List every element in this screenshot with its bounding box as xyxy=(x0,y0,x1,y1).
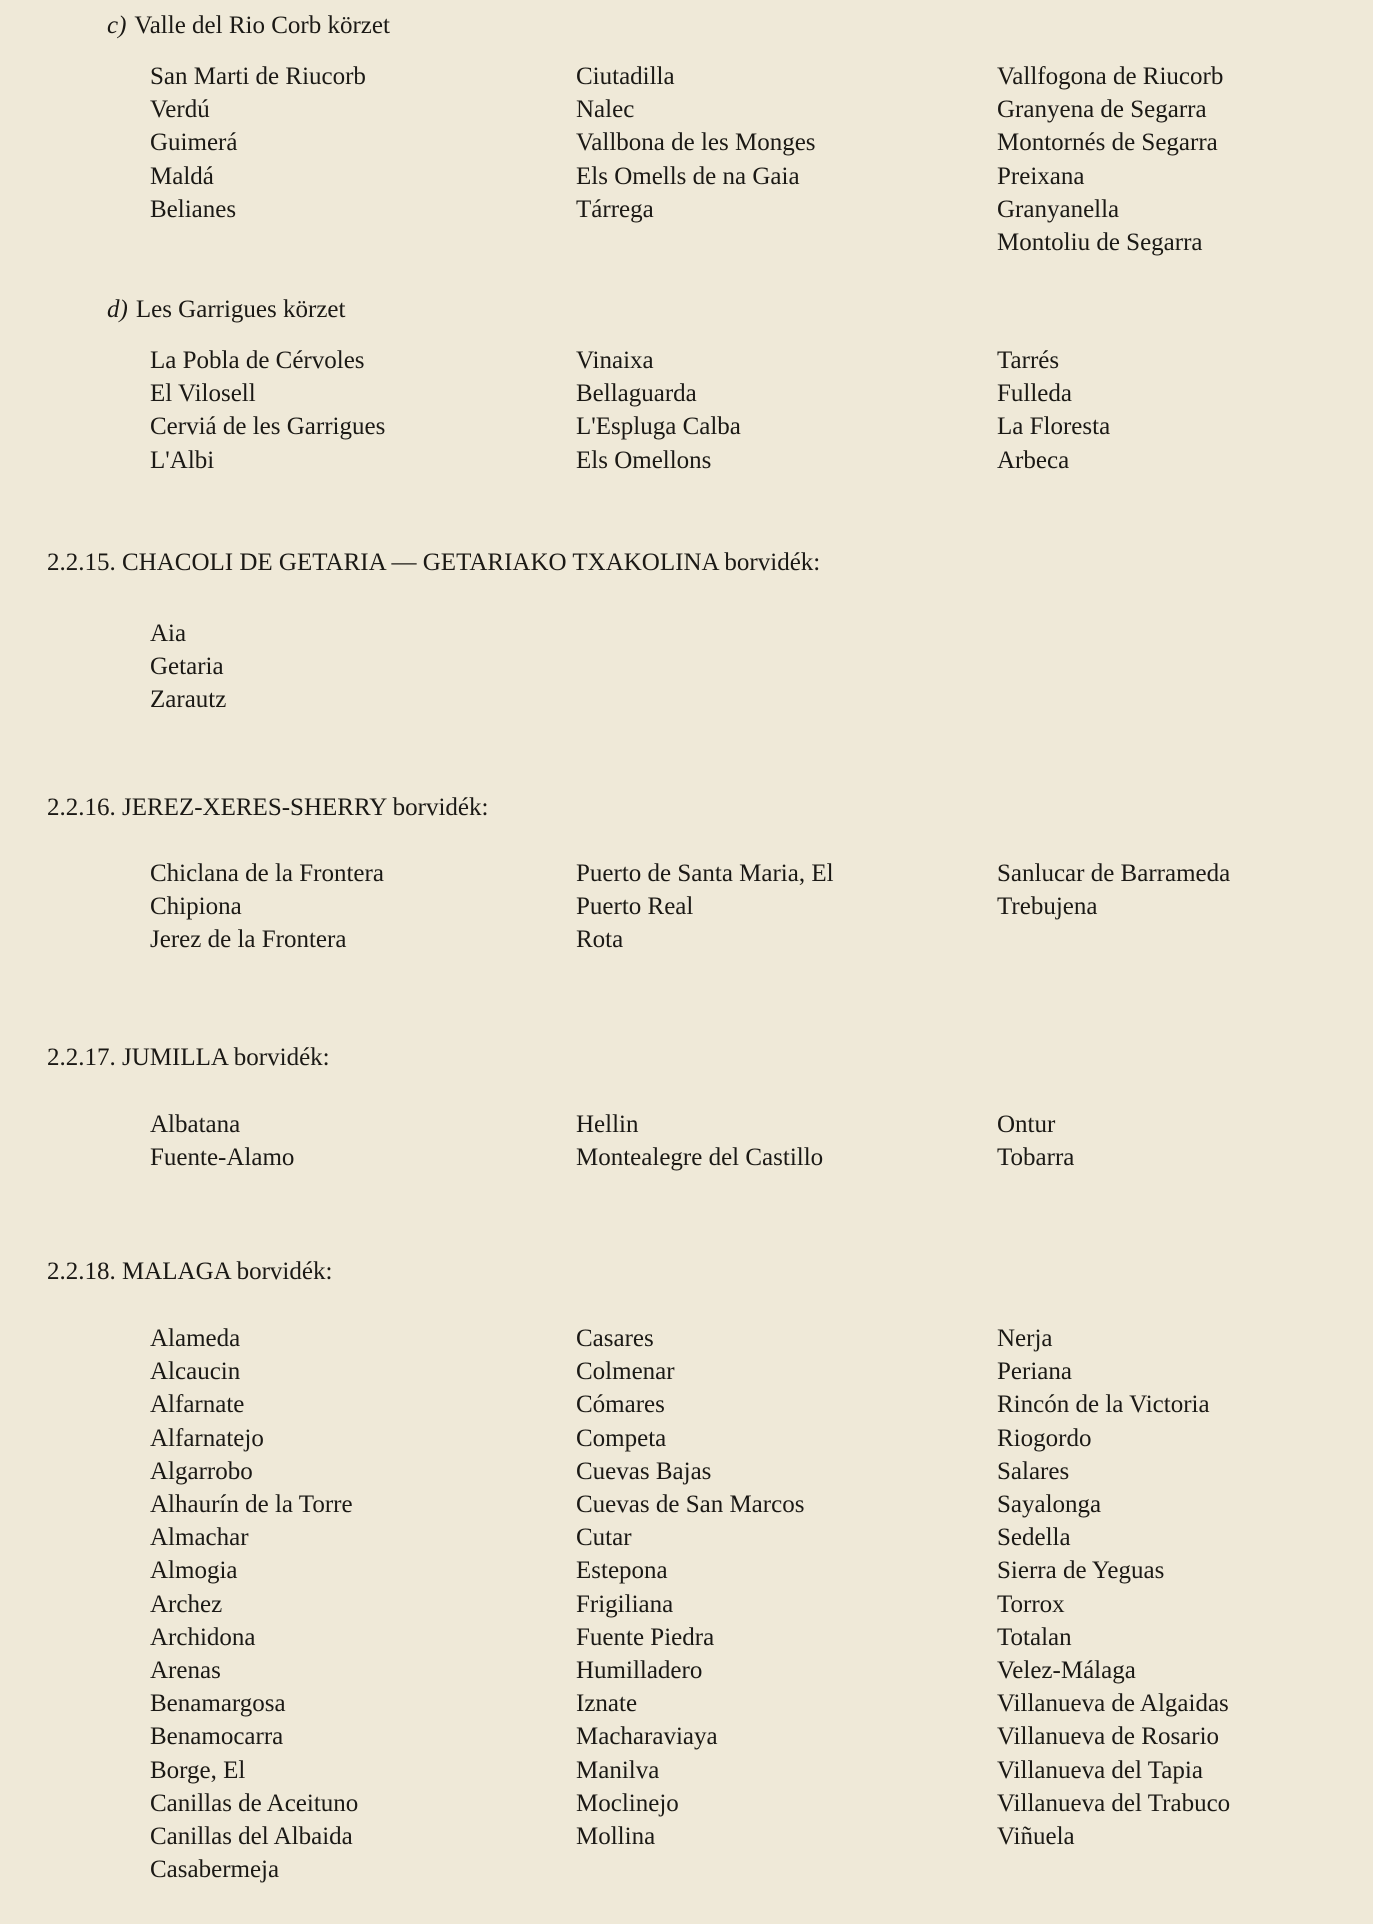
place-name: Periana xyxy=(997,1358,1072,1386)
place-name: Frigiliana xyxy=(576,1590,674,1618)
place-name: Almogia xyxy=(150,1557,238,1585)
place-name: Montealegre del Castillo xyxy=(576,1144,824,1172)
place-name: L'Albi xyxy=(150,446,215,474)
place-name: Alcaucin xyxy=(150,1358,241,1386)
place-column-1 xyxy=(150,617,226,717)
place-name: Tárrega xyxy=(576,195,654,223)
place-column-2 xyxy=(576,1322,804,1853)
place-name: Cuevas de San Marcos xyxy=(576,1491,805,1519)
place-name: Ontur xyxy=(997,1111,1056,1138)
place-name: Chipiona xyxy=(150,893,242,921)
place-name: Totalan xyxy=(997,1623,1072,1651)
section-heading-les-garrigues xyxy=(107,294,345,326)
place-name: Alameda xyxy=(150,1325,241,1352)
place-name: Maldá xyxy=(150,162,214,190)
place-name: Archez xyxy=(150,1590,223,1618)
section-heading-jerez-xeres-sherry: 2.2.16. JEREZ-XERES-SHERRY borvidék: xyxy=(47,794,489,821)
place-name: Els Omells de na Gaia xyxy=(576,162,800,190)
place-name: Villanueva del Trabuco xyxy=(997,1789,1231,1817)
place-column-1 xyxy=(150,1108,294,1174)
place-name: Almachar xyxy=(150,1524,249,1552)
place-name: Vallbona de les Monges xyxy=(576,129,816,157)
place-name: Vallfogona de Riucorb xyxy=(997,63,1224,90)
section-heading-chacoli-de-getaria: 2.2.15. CHACOLI DE GETARIA — GETARIAKO TXAKOLINA borvidék: xyxy=(47,549,821,576)
place-name: Puerto Real xyxy=(576,893,694,921)
place-column-1 xyxy=(150,857,384,957)
place-name: Fuente-Alamo xyxy=(150,1144,295,1172)
place-name: Preixana xyxy=(997,162,1085,190)
place-name: La Pobla de Cérvoles xyxy=(150,347,365,374)
place-name: Cómares xyxy=(576,1391,665,1419)
place-column-3 xyxy=(997,60,1223,259)
place-name: La Floresta xyxy=(997,413,1111,441)
place-name: Jerez de la Frontera xyxy=(150,926,347,954)
place-name: Ciutadilla xyxy=(576,63,675,90)
place-column-3 xyxy=(997,1322,1230,1853)
section-heading-malaga: 2.2.18. MALAGA borvidék: xyxy=(47,1258,333,1285)
place-name: Getaria xyxy=(150,653,224,681)
place-name: L'Espluga Calba xyxy=(576,413,741,441)
section-title: Les Garrigues körzet xyxy=(135,296,346,323)
place-name: Humilladero xyxy=(576,1657,703,1685)
place-name: Sayalonga xyxy=(997,1491,1102,1519)
place-name: Verdú xyxy=(150,96,210,124)
place-name: Benamargosa xyxy=(150,1690,286,1718)
place-name: Granyanella xyxy=(997,195,1120,223)
section-heading-jumilla: 2.2.17. JUMILLA borvidék: xyxy=(47,1044,330,1071)
place-name: Casabermeja xyxy=(150,1856,280,1884)
place-name: El Vilosell xyxy=(150,380,256,408)
place-name: Nalec xyxy=(576,96,635,124)
place-column-2 xyxy=(576,1108,823,1174)
place-name: Alfarnate xyxy=(150,1391,245,1419)
place-column-2 xyxy=(576,344,741,477)
place-name: Belianes xyxy=(150,195,237,223)
place-name: Viñuela xyxy=(997,1823,1075,1851)
place-name: Granyena de Segarra xyxy=(997,96,1207,124)
place-name: Alfarnatejo xyxy=(150,1424,264,1452)
place-name: Canillas de Aceituno xyxy=(150,1789,359,1817)
section-heading-valle-del-rio-corb xyxy=(107,10,390,42)
place-column-3 xyxy=(997,344,1110,477)
place-name: Puerto de Santa Maria, El xyxy=(576,860,834,887)
place-name: Benamocarra xyxy=(150,1723,284,1751)
place-name: Villanueva de Rosario xyxy=(997,1723,1220,1751)
place-name: Trebujena xyxy=(997,893,1098,921)
place-name: Moclinejo xyxy=(576,1789,679,1817)
place-name: Borge, El xyxy=(150,1756,246,1784)
place-name: Cutar xyxy=(576,1524,632,1552)
place-name: Els Omellons xyxy=(576,446,712,474)
place-name: Sanlucar de Barrameda xyxy=(997,860,1231,887)
place-column-3 xyxy=(997,857,1230,923)
section-letter: c) xyxy=(107,12,127,39)
place-name: Arenas xyxy=(150,1657,221,1685)
place-name: Zarautz xyxy=(150,686,227,714)
place-column-1 xyxy=(150,344,385,477)
place-column-3 xyxy=(997,1108,1074,1174)
place-name: San Marti de Riucorb xyxy=(150,63,366,90)
place-name: Chiclana de la Frontera xyxy=(150,860,384,887)
place-name: Alhaurín de la Torre xyxy=(150,1491,353,1519)
place-name: Macharaviaya xyxy=(576,1723,718,1751)
place-name: Colmenar xyxy=(576,1358,675,1386)
place-name: Sedella xyxy=(997,1524,1071,1552)
place-name: Velez-Málaga xyxy=(997,1657,1136,1685)
section-title: Valle del Rio Corb körzet xyxy=(134,12,390,39)
place-name: Iznate xyxy=(576,1690,638,1718)
place-name: Nerja xyxy=(997,1325,1053,1352)
place-name: Tarrés xyxy=(997,347,1060,374)
place-name: Archidona xyxy=(150,1623,256,1651)
place-name: Bellaguarda xyxy=(576,380,697,408)
place-name: Canillas del Albaida xyxy=(150,1823,353,1851)
place-name: Arbeca xyxy=(997,446,1070,474)
place-name: Montornés de Segarra xyxy=(997,129,1218,157)
place-name: Estepona xyxy=(576,1557,668,1585)
place-name: Hellin xyxy=(576,1111,639,1138)
place-name: Manilva xyxy=(576,1756,660,1784)
place-name: Rincón de la Victoria xyxy=(997,1391,1210,1419)
place-name: Vinaixa xyxy=(576,347,654,374)
place-column-1 xyxy=(150,1322,358,1886)
place-column-2 xyxy=(576,857,834,957)
place-name: Rota xyxy=(576,926,624,954)
place-name: Albatana xyxy=(150,1111,241,1138)
place-name: Montoliu de Segarra xyxy=(997,229,1203,257)
place-name: Cerviá de les Garrigues xyxy=(150,413,386,441)
place-name: Competa xyxy=(576,1424,667,1452)
place-name: Aia xyxy=(150,620,187,647)
place-name: Salares xyxy=(997,1457,1070,1485)
place-name: Cuevas Bajas xyxy=(576,1457,712,1485)
place-name: Fuente Piedra xyxy=(576,1623,715,1651)
section-letter: d) xyxy=(107,296,128,323)
place-name: Guimerá xyxy=(150,129,238,157)
place-column-1 xyxy=(150,60,366,226)
place-name: Torrox xyxy=(997,1590,1065,1618)
place-name: Tobarra xyxy=(997,1144,1075,1172)
place-name: Algarrobo xyxy=(150,1457,253,1485)
place-name: Mollina xyxy=(576,1823,656,1851)
place-name: Casares xyxy=(576,1325,654,1352)
place-column-2 xyxy=(576,60,816,226)
place-name: Fulleda xyxy=(997,380,1072,408)
place-name: Villanueva del Tapia xyxy=(997,1756,1203,1784)
place-name: Villanueva de Algaidas xyxy=(997,1690,1229,1718)
place-name: Riogordo xyxy=(997,1424,1092,1452)
place-name: Sierra de Yeguas xyxy=(997,1557,1165,1585)
